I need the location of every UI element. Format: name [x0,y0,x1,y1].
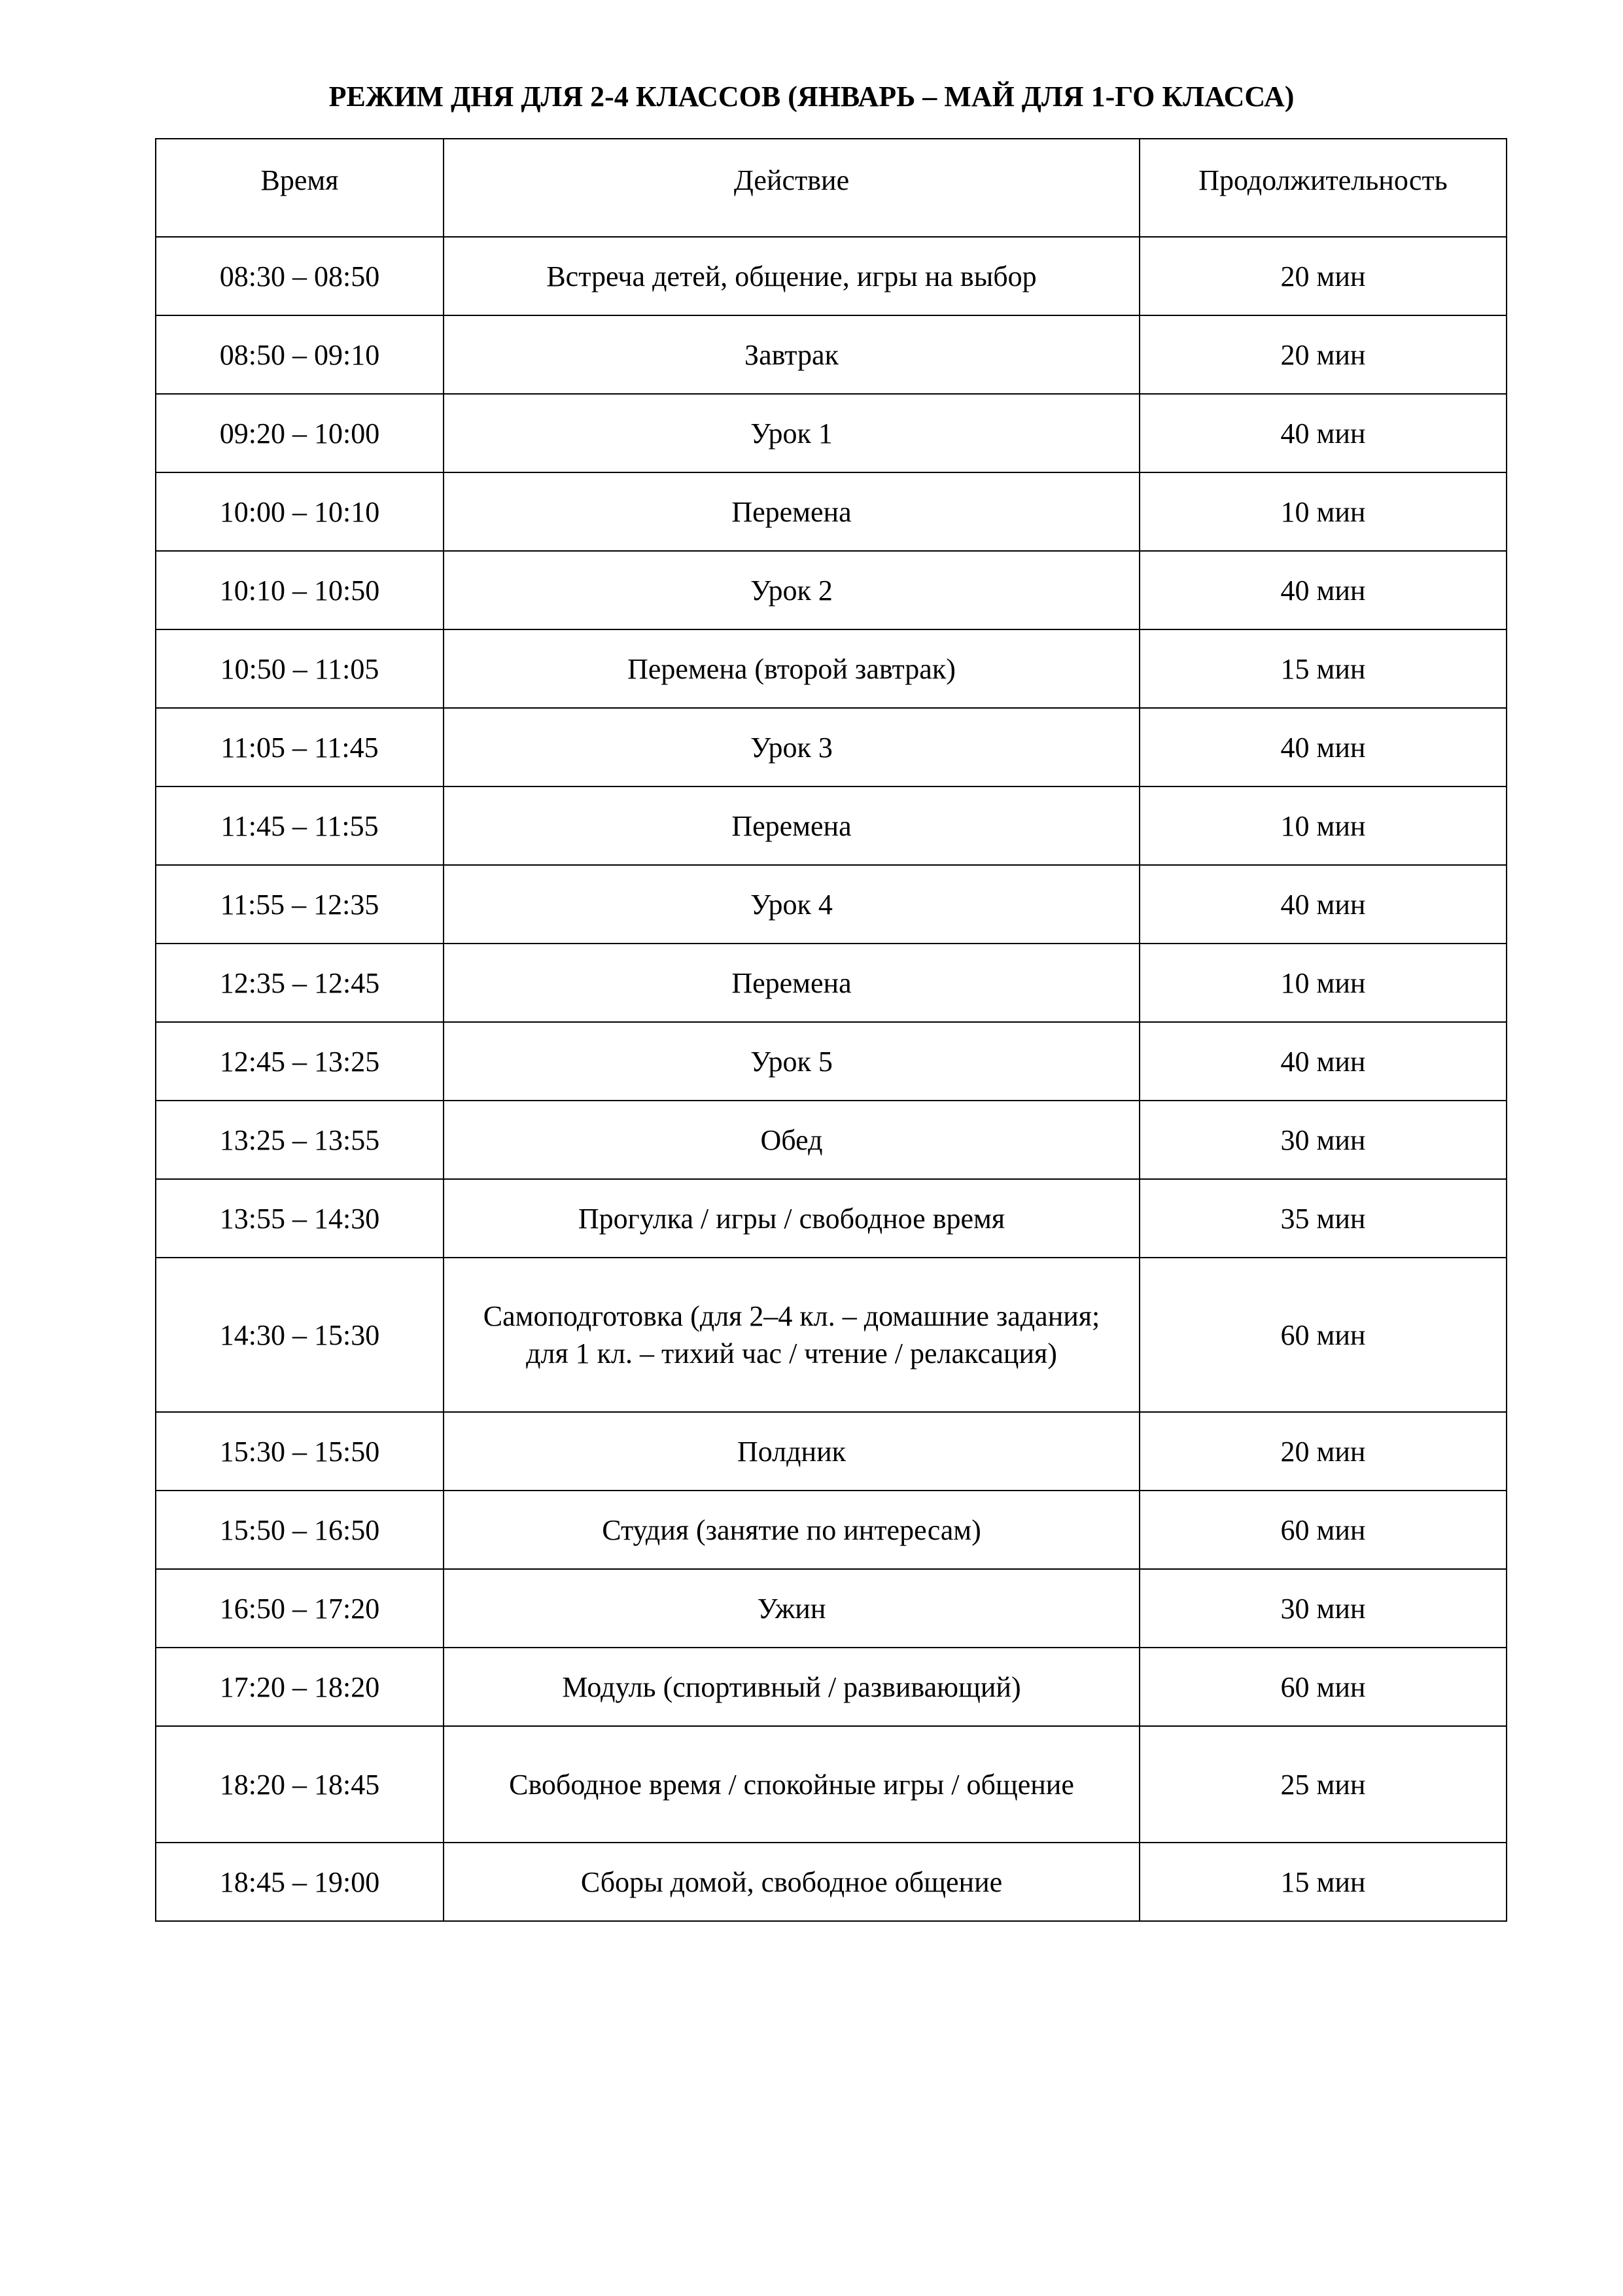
cell-action: Самоподготовка (для 2–4 кл. – домашние задания; для 1 кл. – тихий час / чтение / релаксация) [444,1258,1140,1412]
cell-action: Урок 2 [444,551,1140,629]
cell-time: 14:30 – 15:30 [156,1258,444,1412]
table-row [156,394,1507,472]
table-header-row [156,139,1507,237]
cell-time: 17:20 – 18:20 [156,1648,444,1726]
cell-time: 11:05 – 11:45 [156,708,444,786]
table-row [156,708,1507,786]
table-row [156,472,1507,551]
cell-duration: 60 мин [1140,1258,1507,1412]
cell-duration: 10 мин [1140,472,1507,551]
cell-action: Перемена (второй завтрак) [444,629,1140,708]
cell-duration: 40 мин [1140,551,1507,629]
cell-time: 11:45 – 11:55 [156,786,444,865]
cell-duration: 60 мин [1140,1648,1507,1726]
table-row [156,1843,1507,1921]
cell-action: Встреча детей, общение, игры на выбор [444,237,1140,315]
cell-time: 18:45 – 19:00 [156,1843,444,1921]
cell-action: Завтрак [444,315,1140,394]
cell-time: 15:30 – 15:50 [156,1412,444,1491]
cell-duration: 20 мин [1140,1412,1507,1491]
cell-time: 16:50 – 17:20 [156,1569,444,1648]
table-row [156,1412,1507,1491]
table-row [156,237,1507,315]
table-row [156,1101,1507,1179]
cell-action: Урок 3 [444,708,1140,786]
cell-duration: 15 мин [1140,629,1507,708]
cell-time: 11:55 – 12:35 [156,865,444,944]
cell-time: 12:45 – 13:25 [156,1022,444,1101]
table-row [156,1179,1507,1258]
cell-duration: 40 мин [1140,394,1507,472]
cell-action: Обед [444,1101,1140,1179]
table-row [156,944,1507,1022]
cell-duration: 10 мин [1140,944,1507,1022]
cell-duration: 60 мин [1140,1491,1507,1569]
cell-time: 13:25 – 13:55 [156,1101,444,1179]
cell-action: Полдник [444,1412,1140,1491]
cell-action: Урок 4 [444,865,1140,944]
table-row [156,1022,1507,1101]
page-title: РЕЖИМ ДНЯ ДЛЯ 2-4 КЛАССОВ (ЯНВАРЬ – МАЙ ДЛЯ 1-ГО КЛАССА) [328,80,1295,113]
cell-time: 10:10 – 10:50 [156,551,444,629]
table-row [156,786,1507,865]
header-time: Время [156,139,444,237]
cell-action: Студия (занятие по интересам) [444,1491,1140,1569]
cell-action: Прогулка / игры / свободное время [444,1179,1140,1258]
cell-time: 18:20 – 18:45 [156,1726,444,1843]
cell-action: Перемена [444,944,1140,1022]
cell-duration: 10 мин [1140,786,1507,865]
cell-action: Перемена [444,472,1140,551]
cell-action: Перемена [444,786,1140,865]
cell-action: Урок 1 [444,394,1140,472]
table-row [156,1648,1507,1726]
cell-duration: 20 мин [1140,237,1507,315]
table-row [156,1569,1507,1648]
header-action: Действие [444,139,1140,237]
cell-action: Свободное время / спокойные игры / общение [444,1726,1140,1843]
table-row [156,865,1507,944]
cell-duration: 35 мин [1140,1179,1507,1258]
cell-time: 10:50 – 11:05 [156,629,444,708]
table-row [156,1258,1507,1412]
cell-time: 08:50 – 09:10 [156,315,444,394]
table-row [156,315,1507,394]
table-row [156,1491,1507,1569]
cell-time: 10:00 – 10:10 [156,472,444,551]
cell-time: 09:20 – 10:00 [156,394,444,472]
cell-time: 13:55 – 14:30 [156,1179,444,1258]
schedule-table [155,138,1507,1922]
table-row [156,551,1507,629]
cell-time: 15:50 – 16:50 [156,1491,444,1569]
cell-duration: 40 мин [1140,865,1507,944]
cell-duration: 20 мин [1140,315,1507,394]
cell-duration: 40 мин [1140,708,1507,786]
cell-action: Ужин [444,1569,1140,1648]
cell-duration: 25 мин [1140,1726,1507,1843]
cell-duration: 30 мин [1140,1101,1507,1179]
cell-duration: 15 мин [1140,1843,1507,1921]
cell-duration: 30 мин [1140,1569,1507,1648]
table-row [156,629,1507,708]
cell-action: Модуль (спортивный / развивающий) [444,1648,1140,1726]
cell-action: Сборы домой, свободное общение [444,1843,1140,1921]
cell-time: 12:35 – 12:45 [156,944,444,1022]
header-duration: Продолжительность [1140,139,1507,237]
cell-time: 08:30 – 08:50 [156,237,444,315]
table-row [156,1726,1507,1843]
cell-action: Урок 5 [444,1022,1140,1101]
cell-duration: 40 мин [1140,1022,1507,1101]
